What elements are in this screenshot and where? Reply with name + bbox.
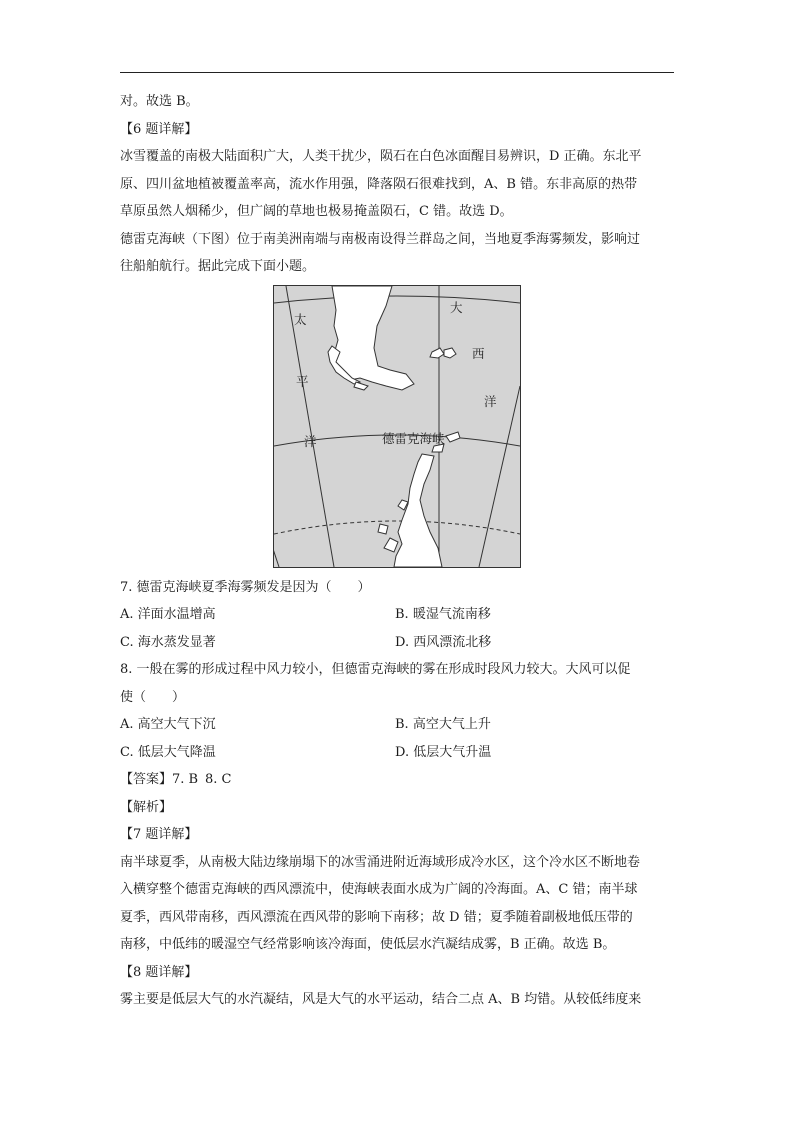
option-d: D. 低层大气升温 bbox=[395, 744, 492, 760]
question-8-options-row bbox=[120, 711, 680, 739]
text-line: 冰雪覆盖的南极大陆面积广大，人类干扰少，陨石在白色冰面醒目易辨识，D 正确。东北平 bbox=[120, 149, 642, 164]
atlantic-label: 西 bbox=[472, 345, 485, 361]
island-shape bbox=[444, 348, 456, 358]
question-8-stem: 使（ ） bbox=[120, 689, 186, 705]
text-line: 南半球夏季，从南极大陆边缘崩塌下的冰雪涌进附近海域形成冷水区，这个冷水区不断地卷 bbox=[120, 854, 641, 870]
text-line: 德雷克海峡（下图）位于南美洲南端与南极南设得兰群岛之间，当地夏季海雾频发，影响过 bbox=[120, 231, 641, 247]
section-heading: 【6 题详解】 bbox=[120, 121, 198, 137]
answer-line bbox=[120, 766, 680, 794]
option-c: C. 海水蒸发显著 bbox=[120, 634, 216, 650]
map-svg bbox=[274, 286, 520, 567]
island-shape bbox=[384, 538, 398, 552]
text-line: 原、四川盆地植被覆盖率高，流水作用强，降落陨石很难找到，A、B 错。东非高原的热带 bbox=[120, 176, 638, 192]
atlantic-label: 洋 bbox=[484, 393, 497, 409]
header-rule bbox=[120, 72, 674, 73]
dashed-boundary-line bbox=[274, 521, 520, 534]
option-c: C. 低层大气降温 bbox=[120, 744, 216, 760]
pacific-label: 太 bbox=[294, 311, 307, 327]
text-line: 草原虽然人烟稀少，但广阔的草地也极易掩盖陨石，C 错。故选 D。 bbox=[120, 204, 513, 219]
pacific-label: 平 bbox=[296, 373, 309, 389]
text-line: 南移，中低纬的暖湿空气经常影响该冷海面，使低层水汽凝结成雾，B 正确。故选 B。 bbox=[120, 937, 616, 952]
parallel-line bbox=[274, 296, 520, 303]
meridian-line bbox=[286, 286, 334, 567]
section-heading: 【解析】 bbox=[120, 799, 173, 815]
island-shape bbox=[378, 524, 388, 534]
answer-8: 8. C bbox=[205, 772, 232, 787]
option-a: A. 洋面水温增高 bbox=[120, 607, 216, 622]
answer-7: 【答案】7. B bbox=[120, 772, 199, 787]
option-b: B. 高空大气上升 bbox=[395, 717, 491, 732]
antarctic-peninsula bbox=[394, 454, 442, 567]
section-heading: 【8 题详解】 bbox=[120, 964, 198, 980]
page-content bbox=[120, 88, 680, 1014]
strait-label: 德雷克海峡 bbox=[382, 430, 445, 446]
island-shape bbox=[446, 432, 460, 442]
question-7-stem: 7. 德雷克海峡夏季海雾频发是因为（ ） bbox=[120, 579, 371, 595]
question-7-options-row bbox=[120, 629, 680, 657]
question-8-options-row bbox=[120, 739, 680, 767]
option-d: D. 西风漂流北移 bbox=[395, 634, 492, 650]
drake-passage-map bbox=[273, 285, 521, 568]
meridian-line bbox=[479, 386, 520, 567]
option-a: A. 高空大气下沉 bbox=[120, 717, 216, 732]
question-8-stem: 8. 一般在雾的形成过程中风力较小，但德雷克海峡的雾在形成时段风力较大。大风可以促 bbox=[120, 662, 631, 677]
pacific-label: 洋 bbox=[304, 433, 317, 449]
text-line: 对。故选 B。 bbox=[120, 94, 199, 109]
island-shape bbox=[430, 348, 444, 358]
section-heading: 【7 题详解】 bbox=[120, 827, 198, 842]
map-figure bbox=[120, 285, 680, 570]
question-7-options-row bbox=[120, 601, 680, 629]
island-shape bbox=[354, 382, 368, 390]
meridian-line bbox=[274, 431, 279, 567]
option-b: B. 暖湿气流南移 bbox=[395, 607, 491, 622]
text-line: 雾主要是低层大气的水汽凝结，风是大气的水平运动，结合二点 A、B 均错。从较低纬度来 bbox=[120, 992, 642, 1007]
text-line: 入横穿整个德雷克海峡的西风漂流中，使海峡表面水成为广阔的冷海面。A、C 错；南半球 bbox=[120, 882, 638, 897]
atlantic-label: 大 bbox=[450, 299, 463, 315]
text-line: 夏季，西风带南移，西风漂流在西风带的影响下南移；故 D 错；夏季随着副极地低压带的 bbox=[120, 909, 633, 925]
text-line: 往船舶航行。据此完成下面小题。 bbox=[120, 259, 316, 274]
